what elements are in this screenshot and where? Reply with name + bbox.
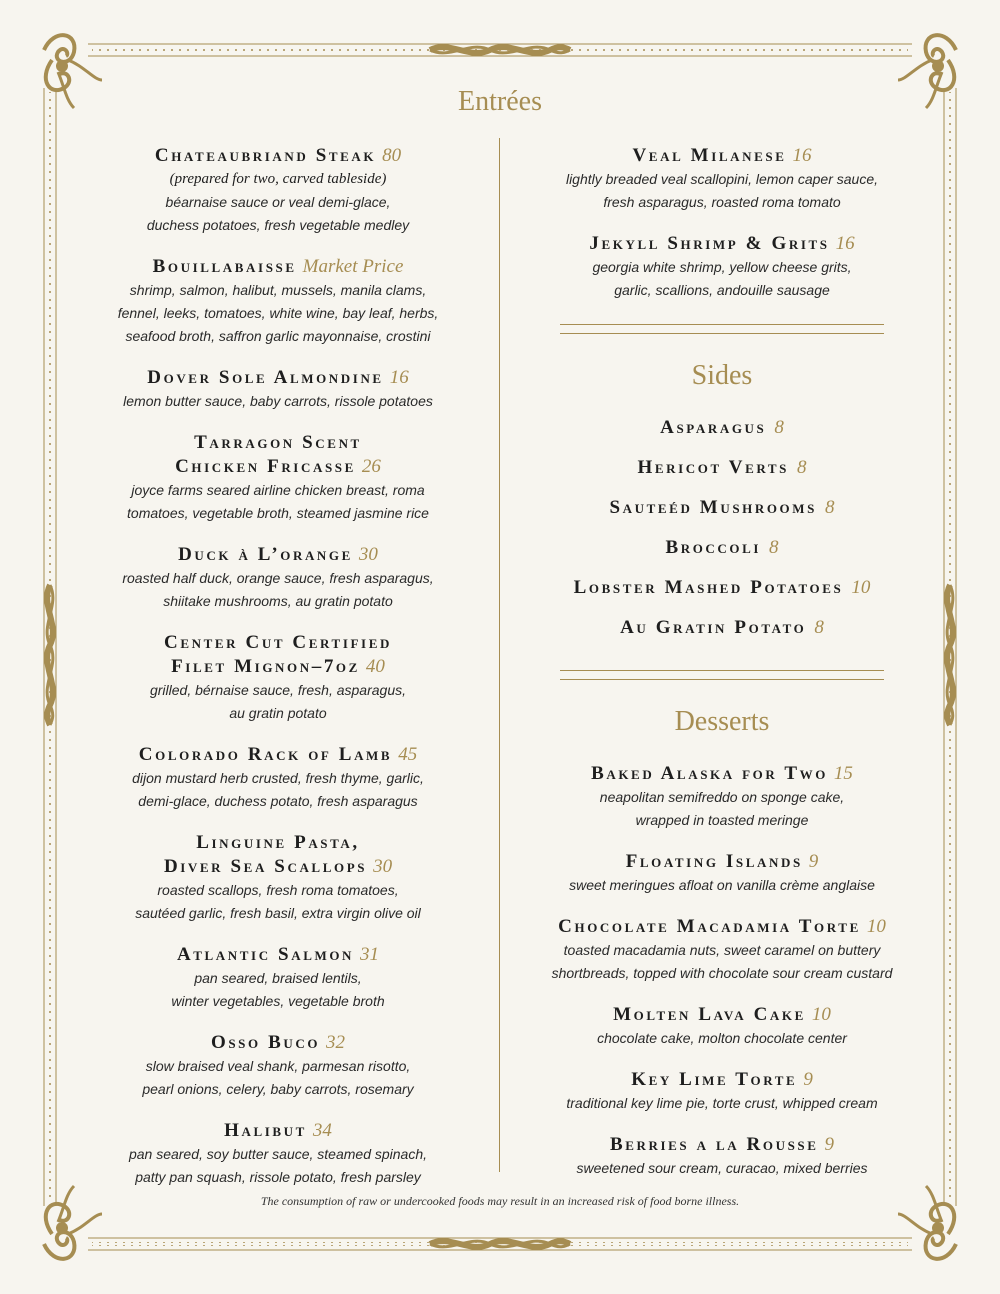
entrees-heading: Entrées — [458, 86, 542, 117]
item-price: 8 — [824, 497, 835, 518]
item-description: lightly breaded veal scallopini, lemon caper sauce, fresh asparagus, roasted roma tomato — [565, 171, 879, 210]
desserts-heading: Desserts — [674, 706, 770, 737]
item-price: 26 — [361, 456, 381, 477]
item-description: roasted half duck, orange sauce, fresh asparagus, shiitake mushrooms, au gratin potato — [122, 570, 434, 609]
item-name: Chicken Fricasse — [175, 456, 356, 477]
rope-twist-ornament-icon — [947, 585, 953, 725]
menu-item — [80, 943, 476, 1013]
item-price: 31 — [360, 944, 380, 965]
item-price: 8 — [814, 617, 824, 638]
item-description: grilled, bérnaise sauce, fresh, asparagus, au gratin potato — [149, 682, 407, 721]
entrees-right-column — [540, 144, 904, 320]
desserts-list — [540, 762, 904, 1198]
item-price: 16 — [792, 145, 812, 166]
item-name: Halibut — [224, 1120, 307, 1141]
side-item — [540, 416, 904, 456]
item-description: neapolitan semifreddo on sponge cake, wrapped in toasted meringe — [599, 789, 845, 828]
item-price: 30 — [373, 856, 393, 877]
side-item — [540, 456, 904, 496]
menu-item — [80, 631, 476, 725]
item-name: Bouillabaisse — [152, 256, 297, 277]
dessert-item — [540, 1003, 904, 1050]
item-name: Key Lime Torte — [631, 1069, 798, 1090]
item-price: 10 — [811, 1004, 831, 1025]
item-description: sweet meringues afloat on vanilla crème anglaise — [569, 877, 875, 893]
item-name: Molten Lava Cake — [613, 1004, 806, 1025]
item-name: Diver Sea Scallops — [163, 856, 368, 877]
section-divider — [560, 324, 884, 334]
item-description: pan seared, soy butter sauce, steamed spinach, patty pan squash, rissole potato, fresh parsley — [128, 1146, 428, 1185]
item-name: Jekyll Shrimp & Grits — [589, 233, 830, 254]
item-name-line1: Linguine Pasta, — [196, 832, 360, 853]
item-price: 16 — [389, 367, 409, 388]
item-price: 80 — [382, 145, 402, 166]
item-price: 16 — [835, 233, 855, 254]
item-name: Atlantic Salmon — [176, 944, 355, 965]
item-description: béarnaise sauce or veal demi-glace, duchess potatoes, fresh vegetable medley — [146, 194, 410, 233]
item-name: Asparagus — [660, 417, 767, 438]
item-name: Veal Milanese — [632, 145, 787, 166]
menu-item — [80, 1119, 476, 1189]
item-name: Sauteéd Mushrooms — [609, 497, 817, 518]
item-name: Hericot Verts — [637, 457, 789, 478]
menu-item — [540, 144, 904, 214]
item-description: dijon mustard herb crusted, fresh thyme, garlic, demi-glace, duchess potato, fresh asparagus — [132, 770, 424, 809]
item-price: Market Price — [302, 256, 404, 277]
rope-twist-ornament-icon — [430, 47, 570, 53]
item-name: Dover Sole Almondine — [147, 367, 384, 388]
menu-item — [80, 743, 476, 813]
item-name: Colorado Rack of Lamb — [138, 744, 393, 765]
menu-item — [80, 543, 476, 613]
item-name: Baked Alaska for Two — [591, 763, 828, 784]
dessert-item — [540, 850, 904, 897]
item-price: 9 — [803, 1069, 813, 1090]
item-name: Duck à L’orange — [178, 544, 353, 565]
entrees-left-column — [80, 144, 476, 1207]
side-item — [540, 496, 904, 536]
side-item — [540, 576, 904, 616]
menu-item — [80, 431, 476, 525]
item-price: 34 — [312, 1120, 332, 1141]
item-price: 10 — [851, 577, 871, 598]
item-name: Au Gratin Potato — [620, 617, 807, 638]
item-name: Chocolate Macadamia Torte — [558, 916, 861, 937]
item-price: 10 — [866, 916, 886, 937]
dessert-item — [540, 1133, 904, 1180]
item-price: 32 — [326, 1032, 346, 1053]
item-description: shrimp, salmon, halibut, mussels, manila clams, fennel, leeks, tomatoes, white wine, bay leaf, herbs, seafood broth, saffron garlic mayonnaise, crostini — [117, 282, 439, 344]
item-description: lemon butter sauce, baby carrots, rissole potatoes — [123, 393, 433, 409]
item-price: 8 — [769, 537, 779, 558]
item-price: 45 — [398, 744, 418, 765]
menu-item — [80, 255, 476, 348]
rope-twist-ornament-icon — [47, 585, 53, 725]
food-safety-disclaimer: The consumption of raw or undercooked foods may result in an increased risk of food borne illness. — [260, 1194, 740, 1208]
item-note: (prepared for two, carved tableside) — [169, 171, 387, 187]
item-name: Berries a la Rousse — [609, 1134, 819, 1155]
side-item — [540, 536, 904, 576]
rope-twist-ornament-icon — [430, 1241, 570, 1247]
dessert-item — [540, 762, 904, 832]
item-description: georgia white shrimp, yellow cheese grits, garlic, scallions, andouille sausage — [592, 259, 852, 298]
item-price: 30 — [358, 544, 378, 565]
item-description: joyce farms seared airline chicken breast, roma tomatoes, vegetable broth, steamed jasmine rice — [127, 482, 429, 521]
item-name: Floating Islands — [625, 851, 803, 872]
menu-item — [80, 1031, 476, 1101]
item-name: Filet Mignon–7oz — [171, 656, 360, 677]
item-name: Chateaubriand Steak — [154, 145, 377, 166]
item-name-line1: Center Cut Certified — [164, 632, 392, 653]
item-description: pan seared, braised lentils, winter vegetables, vegetable broth — [171, 970, 385, 1009]
side-item — [540, 616, 904, 656]
item-price: 8 — [774, 417, 784, 438]
menu-item — [80, 831, 476, 925]
menu-item — [80, 144, 476, 237]
item-price: 9 — [808, 851, 819, 872]
item-price: 9 — [824, 1134, 835, 1155]
sides-heading: Sides — [691, 360, 753, 391]
item-description: toasted macadamia nuts, sweet caramel on buttery shortbreads, topped with chocolate sour cream custard — [551, 942, 893, 981]
item-price: 8 — [797, 457, 807, 478]
dessert-item — [540, 1068, 904, 1115]
item-description: sweetened sour cream, curacao, mixed berries — [576, 1160, 868, 1176]
item-name: Osso Buco — [210, 1032, 321, 1053]
item-name-line1: Tarragon Scent — [194, 432, 362, 453]
sides-list — [540, 416, 904, 656]
menu-item — [540, 232, 904, 302]
item-description: roasted scallops, fresh roma tomatoes, sautéed garlic, fresh basil, extra virgin olive oil — [135, 882, 421, 921]
menu-item — [80, 366, 476, 413]
item-price: 40 — [365, 656, 385, 677]
item-price: 15 — [833, 763, 853, 784]
column-divider — [499, 138, 500, 1172]
dessert-item — [540, 915, 904, 985]
item-description: slow braised veal shank, parmesan risotto, pearl onions, celery, baby carrots, rosemary — [142, 1058, 414, 1097]
section-divider — [560, 670, 884, 680]
item-description: chocolate cake, molton chocolate center — [597, 1030, 847, 1046]
item-name: Broccoli — [665, 537, 762, 558]
item-description: traditional key lime pie, torte crust, whipped cream — [566, 1095, 878, 1111]
item-name: Lobster Mashed Potatoes — [573, 577, 844, 598]
